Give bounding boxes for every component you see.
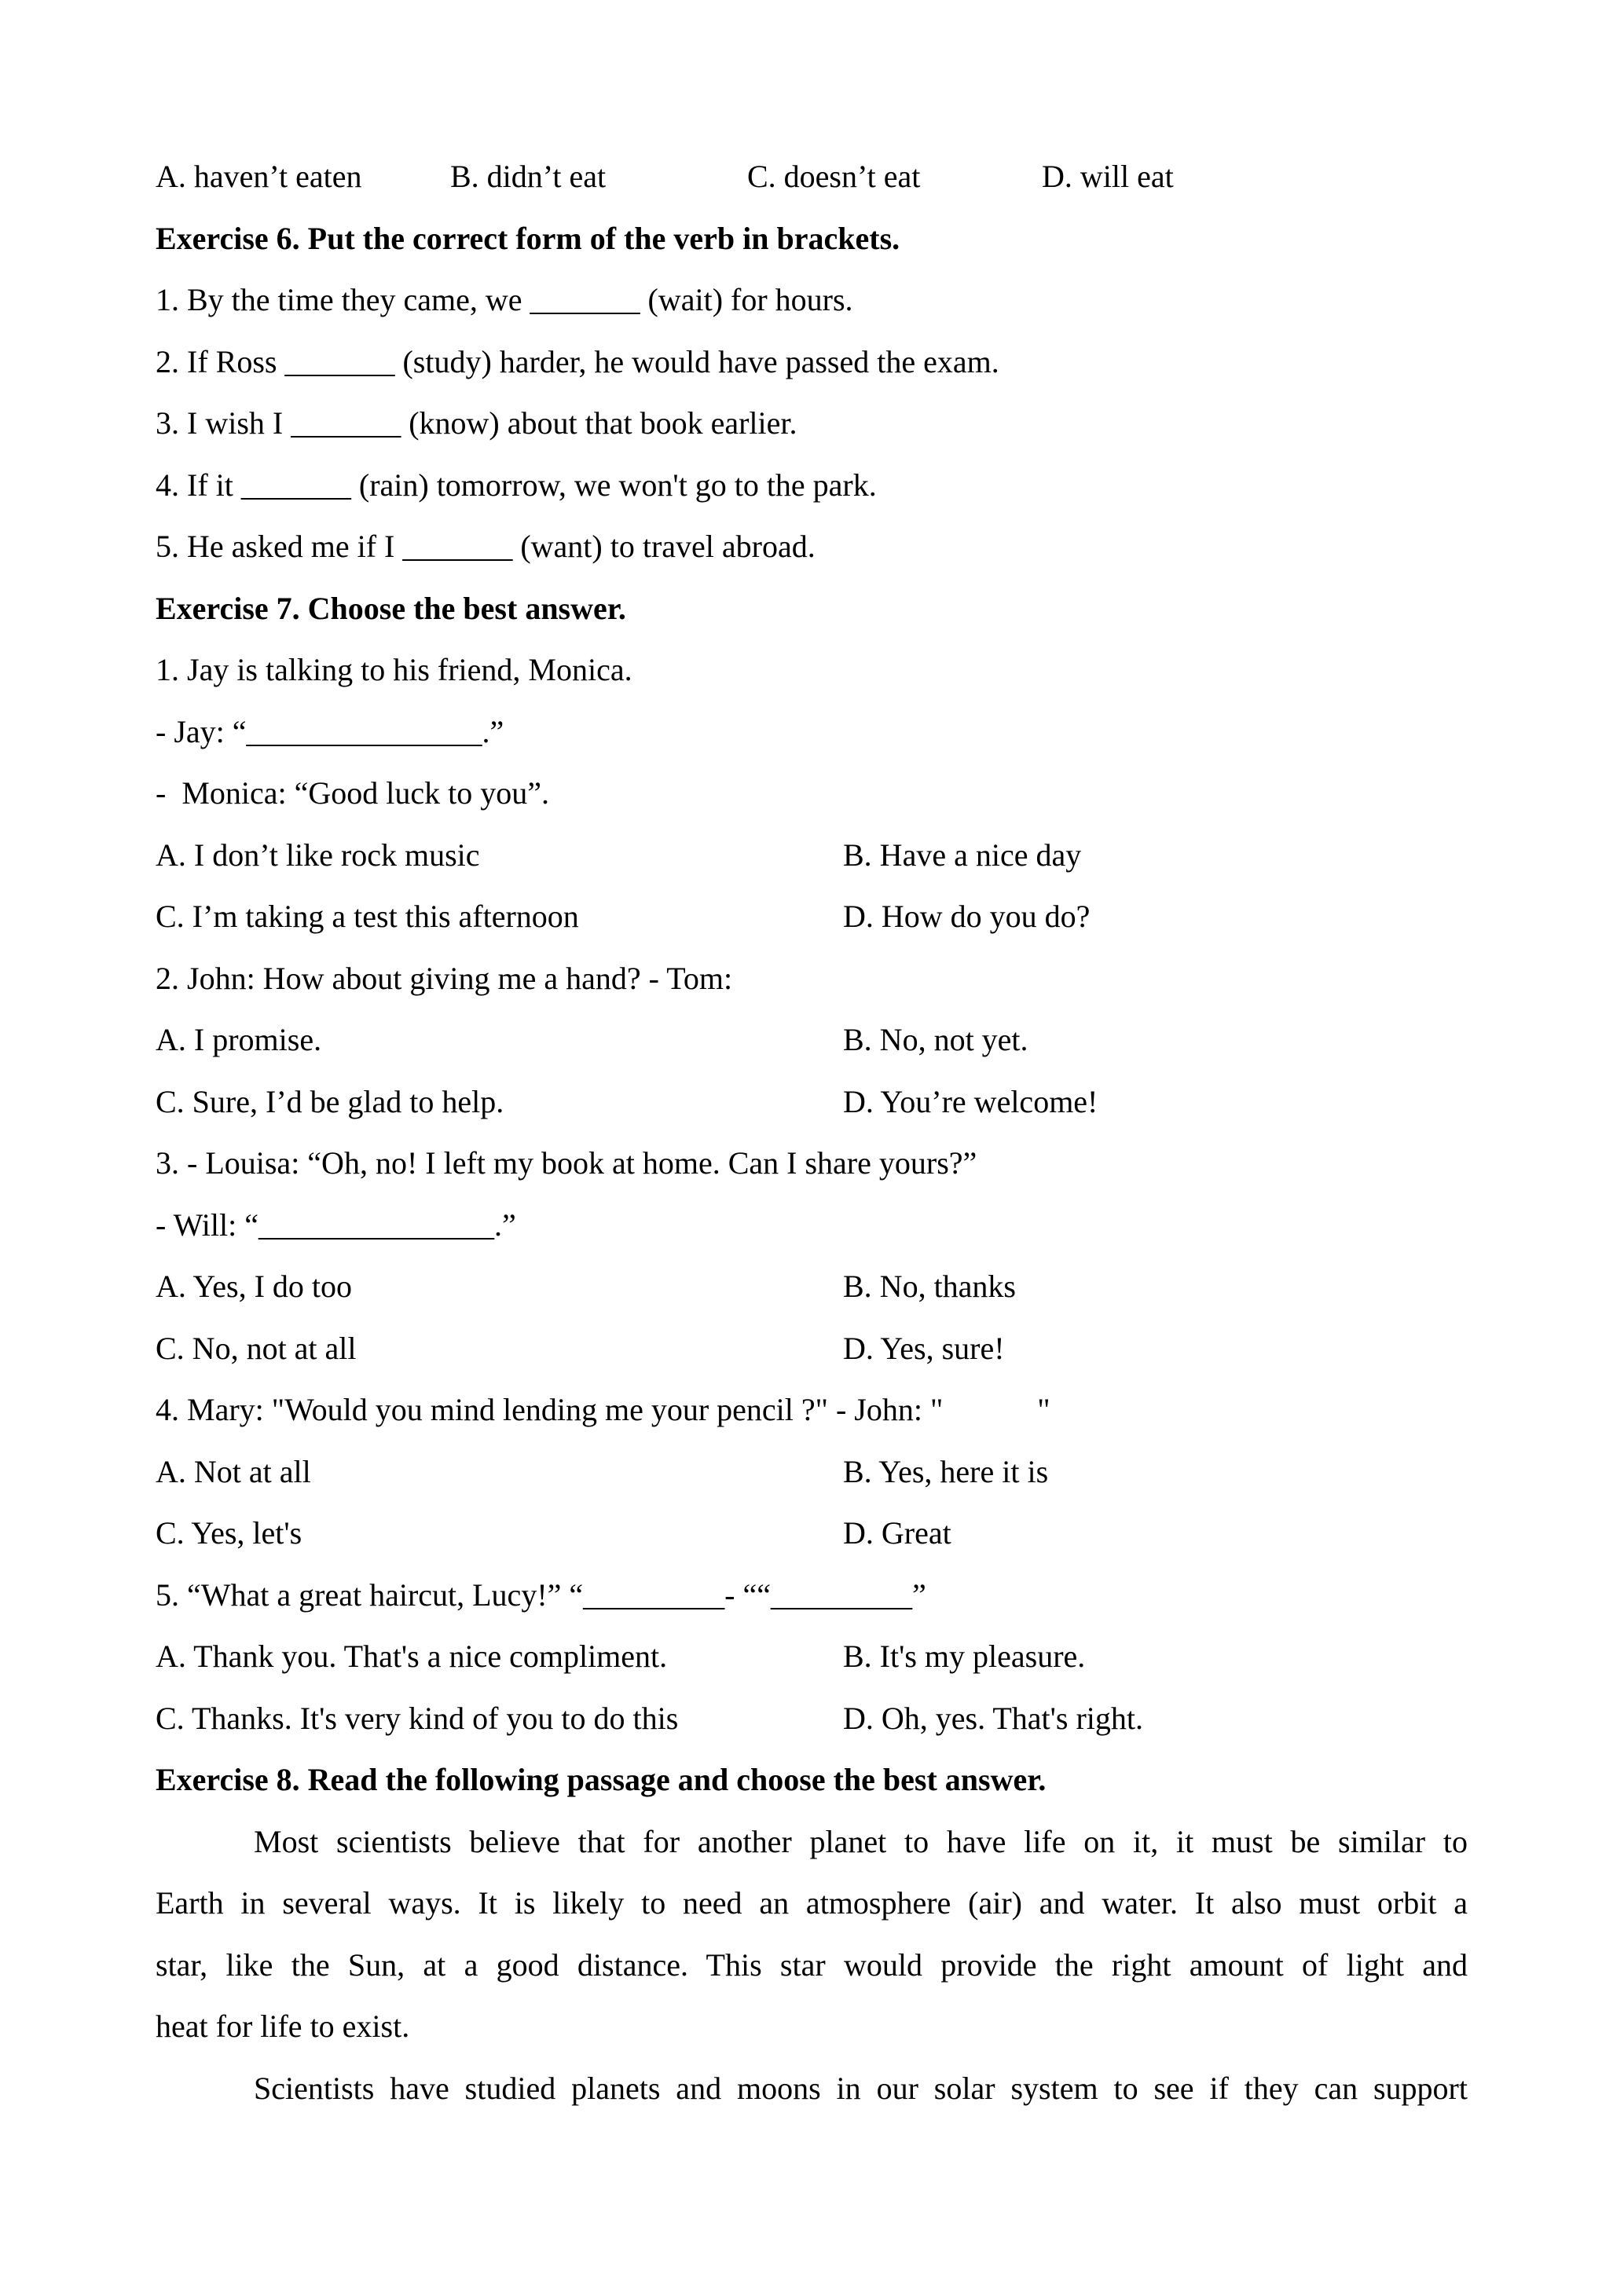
- option-c: C. No, not at all: [156, 1330, 357, 1366]
- question-stem: 2. John: How about giving me a hand? - Tom:: [156, 960, 733, 996]
- options-row: [156, 825, 1468, 887]
- exercise-8-title: Exercise 8. Read the following passage and choose the best answer.: [156, 1762, 1047, 1797]
- option-a: A. Thank you. That's a nice compliment.: [156, 1639, 668, 1674]
- option-c: C. doesn’t eat: [747, 159, 921, 194]
- question-stem: - Jay: “_______________.”: [156, 713, 504, 749]
- option-d: D. Yes, sure!: [843, 1330, 1005, 1366]
- options-row: [156, 1626, 1468, 1688]
- option-a: A. Yes, I do too: [156, 1269, 353, 1304]
- prev-question-options: [156, 146, 1468, 208]
- passage-line: heat for life to exist.: [156, 2009, 410, 2044]
- exercise-6-item: 4. If it _______ (rain) tomorrow, we won't go to the park.: [156, 467, 877, 503]
- option-d: D. How do you do?: [843, 899, 1091, 934]
- question-stem: 5. “What a great haircut, Lucy!” “_________- ““_________”: [156, 1576, 926, 1613]
- exercise-6-item: 3. I wish I _______ (know) about that book earlier.: [156, 405, 797, 441]
- option-a: A. I don’t like rock music: [156, 837, 480, 873]
- question-stem: 3. - Louisa: “Oh, no! I left my book at home. Can I share yours?”: [156, 1145, 977, 1181]
- option-b: B. No, thanks: [843, 1269, 1016, 1304]
- option-b: B. It's my pleasure.: [843, 1639, 1086, 1674]
- options-row: [156, 1256, 1468, 1318]
- question-stem: 4. Mary: "Would you mind lending me your pencil ?" - John: " ": [156, 1392, 1050, 1427]
- option-c: C. I’m taking a test this afternoon: [156, 899, 579, 934]
- exercise-6-item: 2. If Ross _______ (study) harder, he would have passed the exam.: [156, 343, 999, 379]
- option-d: D. Oh, yes. That's right.: [843, 1700, 1143, 1736]
- question-stem: - Will: “_______________.”: [156, 1207, 516, 1243]
- options-row: [156, 1503, 1468, 1565]
- option-c: C. Sure, I’d be glad to help.: [156, 1083, 504, 1119]
- option-d: D. will eat: [1042, 159, 1174, 194]
- question-stem: 1. Jay is talking to his friend, Monica.: [156, 652, 632, 687]
- option-b: B. Yes, here it is: [843, 1453, 1049, 1489]
- passage-line: Most scientists believe that for another planet to have life on it, it must be similar to: [254, 1823, 1468, 1859]
- option-a: A. I promise.: [156, 1022, 322, 1057]
- options-row: [156, 1071, 1468, 1133]
- exercise-6-item: 5. He asked me if I _______ (want) to travel abroad.: [156, 529, 816, 564]
- options-row: [156, 886, 1468, 948]
- option-d: D. You’re welcome!: [843, 1083, 1098, 1119]
- reading-passage: [156, 1811, 1468, 2120]
- passage-line: Earth in several ways. It is likely to need an atmosphere (air) and water. It also must orbit a: [156, 1885, 1468, 1921]
- option-a: A. haven’t eaten: [156, 159, 362, 194]
- exercise-6-title: Exercise 6. Put the correct form of the verb in brackets.: [156, 220, 900, 256]
- question-stem: - Monica: “Good luck to you”.: [156, 775, 549, 811]
- option-b: B. Have a nice day: [843, 837, 1082, 873]
- options-row: [156, 1318, 1468, 1380]
- worksheet-page: [156, 146, 1468, 2119]
- option-c: C. Yes, let's: [156, 1515, 302, 1551]
- option-a: A. Not at all: [156, 1453, 311, 1489]
- option-d: D. Great: [843, 1515, 951, 1551]
- option-b: B. No, not yet.: [843, 1022, 1028, 1057]
- passage-line: star, like the Sun, at a good distance. This star would provide the right amount of light and: [156, 1946, 1468, 1983]
- options-row: [156, 1009, 1468, 1071]
- options-row: [156, 1688, 1468, 1750]
- options-row: [156, 1441, 1468, 1503]
- exercise-6-item: 1. By the time they came, we _______ (wait) for hours.: [156, 282, 853, 317]
- exercise-7-title: Exercise 7. Choose the best answer.: [156, 590, 626, 626]
- option-c: C. Thanks. It's very kind of you to do this: [156, 1700, 679, 1736]
- option-b: B. didn’t eat: [450, 159, 607, 194]
- passage-line: Scientists have studied planets and moons in our solar system to see if they can support: [254, 2070, 1468, 2106]
